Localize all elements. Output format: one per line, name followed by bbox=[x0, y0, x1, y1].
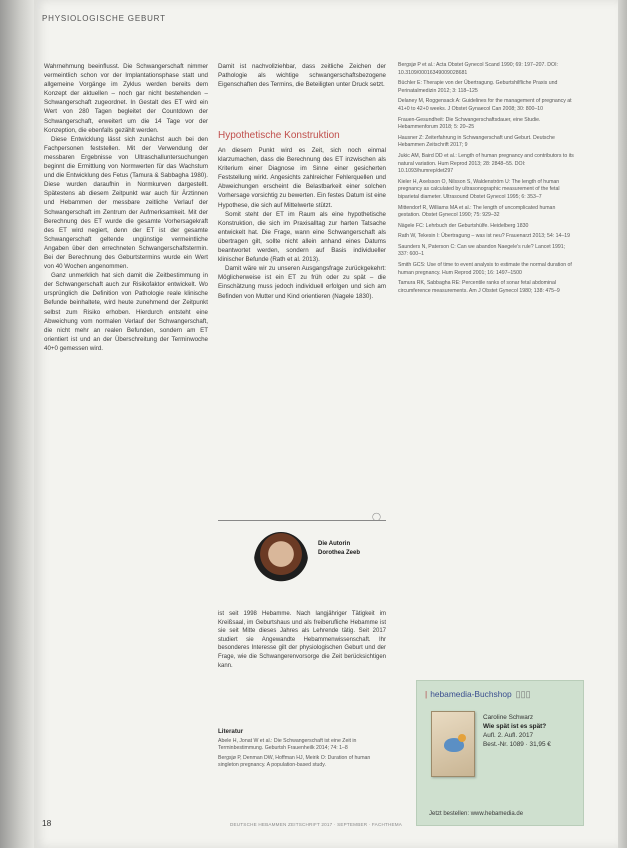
section-heading: Hypothetische Konstruktion bbox=[218, 130, 340, 141]
hebamedia-logo-icon: ▯▯▯ bbox=[515, 689, 531, 699]
divider bbox=[218, 520, 386, 521]
literature-heading: Literatur bbox=[218, 728, 244, 735]
page-number: 18 bbox=[42, 818, 52, 828]
reference-item: Delaney M, Roggensack A: Guidelines for the management of pregnancy at 41+0 to 42+0 weeks. J Obstet Gynaecol Can 2008; 30: 800–10 bbox=[398, 98, 572, 112]
reference-item: Bergsjø P et al.: Acta Obstet Gynecol Scand 1990; 69: 197–207. DOI: 10.3109/00016349009028681 bbox=[398, 62, 558, 76]
footer-line: DEUTSCHE HEBAMMEN ZEITSCHRIFT 2017 · SEPTEMBER · FACHTHEMA bbox=[230, 822, 403, 827]
ad-title bbox=[425, 689, 531, 700]
running-head: PHYSIOLOGISCHE GEBURT bbox=[42, 14, 166, 23]
reference-item: Smith GCS: Use of time to event analysis to estimate the normal duration of human pregnancy. Hum Reprod 2001; 16: 1497–1500 bbox=[398, 262, 572, 276]
author-bio: ist seit 1998 Hebamme. Nach langjähriger Tätigkeit im Kreißsaal, im Geburtshaus und als freiberufliche Hebamme ist sie seit Mitte dieses Jahres als Lehrende tätig. Seit 2017 studiert sie Angewandte Hebammenwissenschaft. Ihr besonderes Interesse gilt der physiologischen Geburt und der Frage, wie die Schwangerenvorsorge die Zeit berücksichtigen kann. bbox=[218, 611, 386, 669]
references-column bbox=[398, 62, 574, 612]
reference-item: Frauen-Gesundheit: Die Schwangerschaftsdauer, eine Studie. Hebammenforum 2018; 5: 20–25 bbox=[398, 116, 541, 131]
column-2 bbox=[218, 62, 386, 124]
reference-item: Mittendorf R, Williams MA et al.: The length of uncomplicated human gestation. Obstet Gynecol 1990; 75: 929–32 bbox=[398, 204, 556, 219]
reference-item: Kieler H, Axelsson O, Nilsson S, Waldenström U: The length of human pregnancy as calculated by ultrasonographic measurement of the fetal biparietal diameter. Ultrasound Obstet Gynecol 1995; 6: 353–7 bbox=[398, 178, 560, 200]
col1-paragraph-3: Ganz unmerklich hat sich damit die Zeitbestimmung in der Schwangerschaft auch zur Risikofaktor entwickelt. Wo ursprünglich die Definition von Pathologie reale klinische Befunde beinhaltete, wird heute zunehmend der Zeitpunkt selbst zum Risiko erhoben. Hierdurch entsteht eine Abweichung vom normalen Verlauf der Schwangerschaft, die nicht mehr an realen Befunden, sondern am ET orientiert ist und an der Überschreitung der Terminwoche 40+0 gemessen wird. bbox=[44, 272, 208, 352]
col2-paragraph-1: Damit ist nachvollziehbar, dass zeitliche Zeichen der Pathologie als wichtige schwangerschaftsbezogene Eigenschaften des Termins, die Beteiligten unter Druck setzt. bbox=[218, 63, 386, 89]
col1-paragraph-1: Wahrnehmung beeinflusst. Die Schwangerschaft nimmer vermeintlich schon vor der Implantationsphase statt und allgemeine Vorgänge im Zyklus werden bereits dem Konzept der aktuellen – noch gar nicht bestehenden – Schwangerschaft zugeordnet. In Gestalt des ET wird ein Wert von 280 Tagen begleitet der Countdown der Schwangerschaft, erweitert um die 14 Tage vor der Konzeption, die ebenfalls gezählt werden. bbox=[44, 63, 208, 134]
reference-item: Tamura RK, Sabbagha RE: Percentile ranks of sonar fetal abdominal circumference measurements. Am J Obstet Gynecol 1980; 138: 475–9 bbox=[398, 280, 560, 294]
book-cover-image bbox=[431, 711, 475, 777]
ad-book-title: Wie spät ist es spät? bbox=[483, 723, 547, 730]
author-box bbox=[318, 540, 386, 557]
ad-book-author: Caroline Schwarz bbox=[483, 714, 534, 721]
column-2-section bbox=[218, 146, 386, 518]
ad-bar-icon: | bbox=[425, 689, 428, 699]
reference-item: Saunders N, Paterson C: Can we abandon Naegele's rule? Lancet 1991; 337: 600–1 bbox=[398, 243, 566, 258]
col2-section-paragraph-3: Damit wäre wir zu unseren Ausgangsfrage zurückgekehrt: Möglicherweise ist ein ET zu früh oder zu spät – die Einschätzung muss jedoch individuell erfolgen und sich am Befinden von Mutter und Kind orientieren (Nagele 1830). bbox=[218, 265, 386, 300]
literature-item: Bergsjø P, Denman DW, Hoffman HJ, Meirik O: Duration of human singleton pregnancy. A population-based study. bbox=[218, 754, 371, 769]
literature-list bbox=[218, 738, 386, 820]
book-spine-shadow bbox=[0, 0, 34, 848]
col1-paragraph-2: Diese Entwicklung lässt sich zunächst auch bei den Fachpersonen feststellen. Mit der Verwendung der messbaren Ergebnisse von Ultraschalluntersuchungen beginnt die Ermittlung von Normwerten für das Wachstum und die Entwicklung des Fetus (Tamura & Sabbagha 1980). Diese wurden daraufhin in Normkurven dargestellt. Spätestens ab diesem Zeitpunkt war auch für Ärztinnen und Hebammen der messbare zeitliche Verlauf der Schwangerschaft im Zentrum der Aufmerksamkeit. Mit der Berechnung des ET wurde die gesamte Vorhersagekraft des ET wird negiert, denn der ET ist der gesamte Schwangerschaft geltende ungünstige vermeintliche Angaben über den errechneten Schwangerschaftstermin. Bei der Berechnung des Geburtstermins wurde ein Wert von 40 Wochen angenommen. bbox=[44, 135, 208, 271]
author-label: Die Autorin bbox=[318, 541, 351, 547]
reference-item: Jukic AM, Baird DD et al.: Length of human pregnancy and contributors to its natural variation. Hum Reprod 2013; 28: 2848–55. DOI: 10.1093/humrep/det297 bbox=[398, 152, 574, 175]
reference-item: Hausner Z: Zeiterfahrung in Schwangerschaft und Geburt. Deutsche Hebammen Zeitschrift 2017; 9 bbox=[398, 134, 555, 149]
column-1 bbox=[44, 62, 208, 780]
reference-item: Rath W, Tekesin I: Übertragung – was ist neu? Frauenarzt 2013; 54: 14–19 bbox=[398, 233, 571, 240]
bird-illustration-icon bbox=[444, 738, 464, 752]
reference-item: Nägele FC: Lehrbuch der Geburtshülfe. Heidelberg 1830 bbox=[398, 222, 529, 229]
author-name: Dorothea Zeeb bbox=[318, 549, 361, 556]
col2-section-paragraph-1: An diesem Punkt wird es Zeit, sich noch einmal klarzumachen, dass die Berechnung des ET inzwischen als Kriterium einer Diagnose im Sinne einer gesicherten Feststellung wirkt. Angesichts zahlreicher Fehlerquellen und Abweichungen erscheint die Belastbarkeit einer solchen Vorhersage vorsichtig zu bewerten. Ein festes Datum ist eine Hypothese, die sich auf Mittelwerte stützt. bbox=[218, 147, 386, 209]
author-portrait bbox=[254, 532, 308, 590]
literature-item: Abele H, Jonat W et al.: Die Schwangerschaft ist eine Zeit in Terminbestimmung. Geburtsh Frauenheilk 2014; 74: 1–8 bbox=[218, 738, 357, 752]
ad-link[interactable]: Jetzt bestellen: www.hebamedia.de bbox=[429, 811, 524, 817]
ad-brand: hebamedia-Buchshop bbox=[430, 689, 512, 699]
end-of-article-icon: ◯ bbox=[372, 512, 381, 521]
ad-text bbox=[483, 713, 579, 749]
ad-price: Best.-Nr. 1089 · 31,95 € bbox=[483, 741, 551, 748]
reference-item: Büchler E: Therapie von der Übertragung. Geburtshilfliche Praxis und Perinatalmedizin 2012; 3: 118–125 bbox=[398, 80, 558, 94]
ad-edition: Aufl. 2. Aufl. 2017 bbox=[483, 732, 534, 739]
bookshop-advertisement[interactable] bbox=[416, 680, 584, 826]
page-edge bbox=[618, 0, 627, 848]
col2-section-paragraph-2: Somit steht der ET im Raum als eine hypothetische Konstruktion, die sich im Praxisalltag zur harten Tatsache entwickelt hat. Die Frage, wann eine Schwangerschaft als übertragen gilt, sollte nicht allein anhand eines Datums beantwortet werden, sondern auf Basis individueller klinischer Befunde (Rath et al. 2013). bbox=[218, 210, 386, 264]
